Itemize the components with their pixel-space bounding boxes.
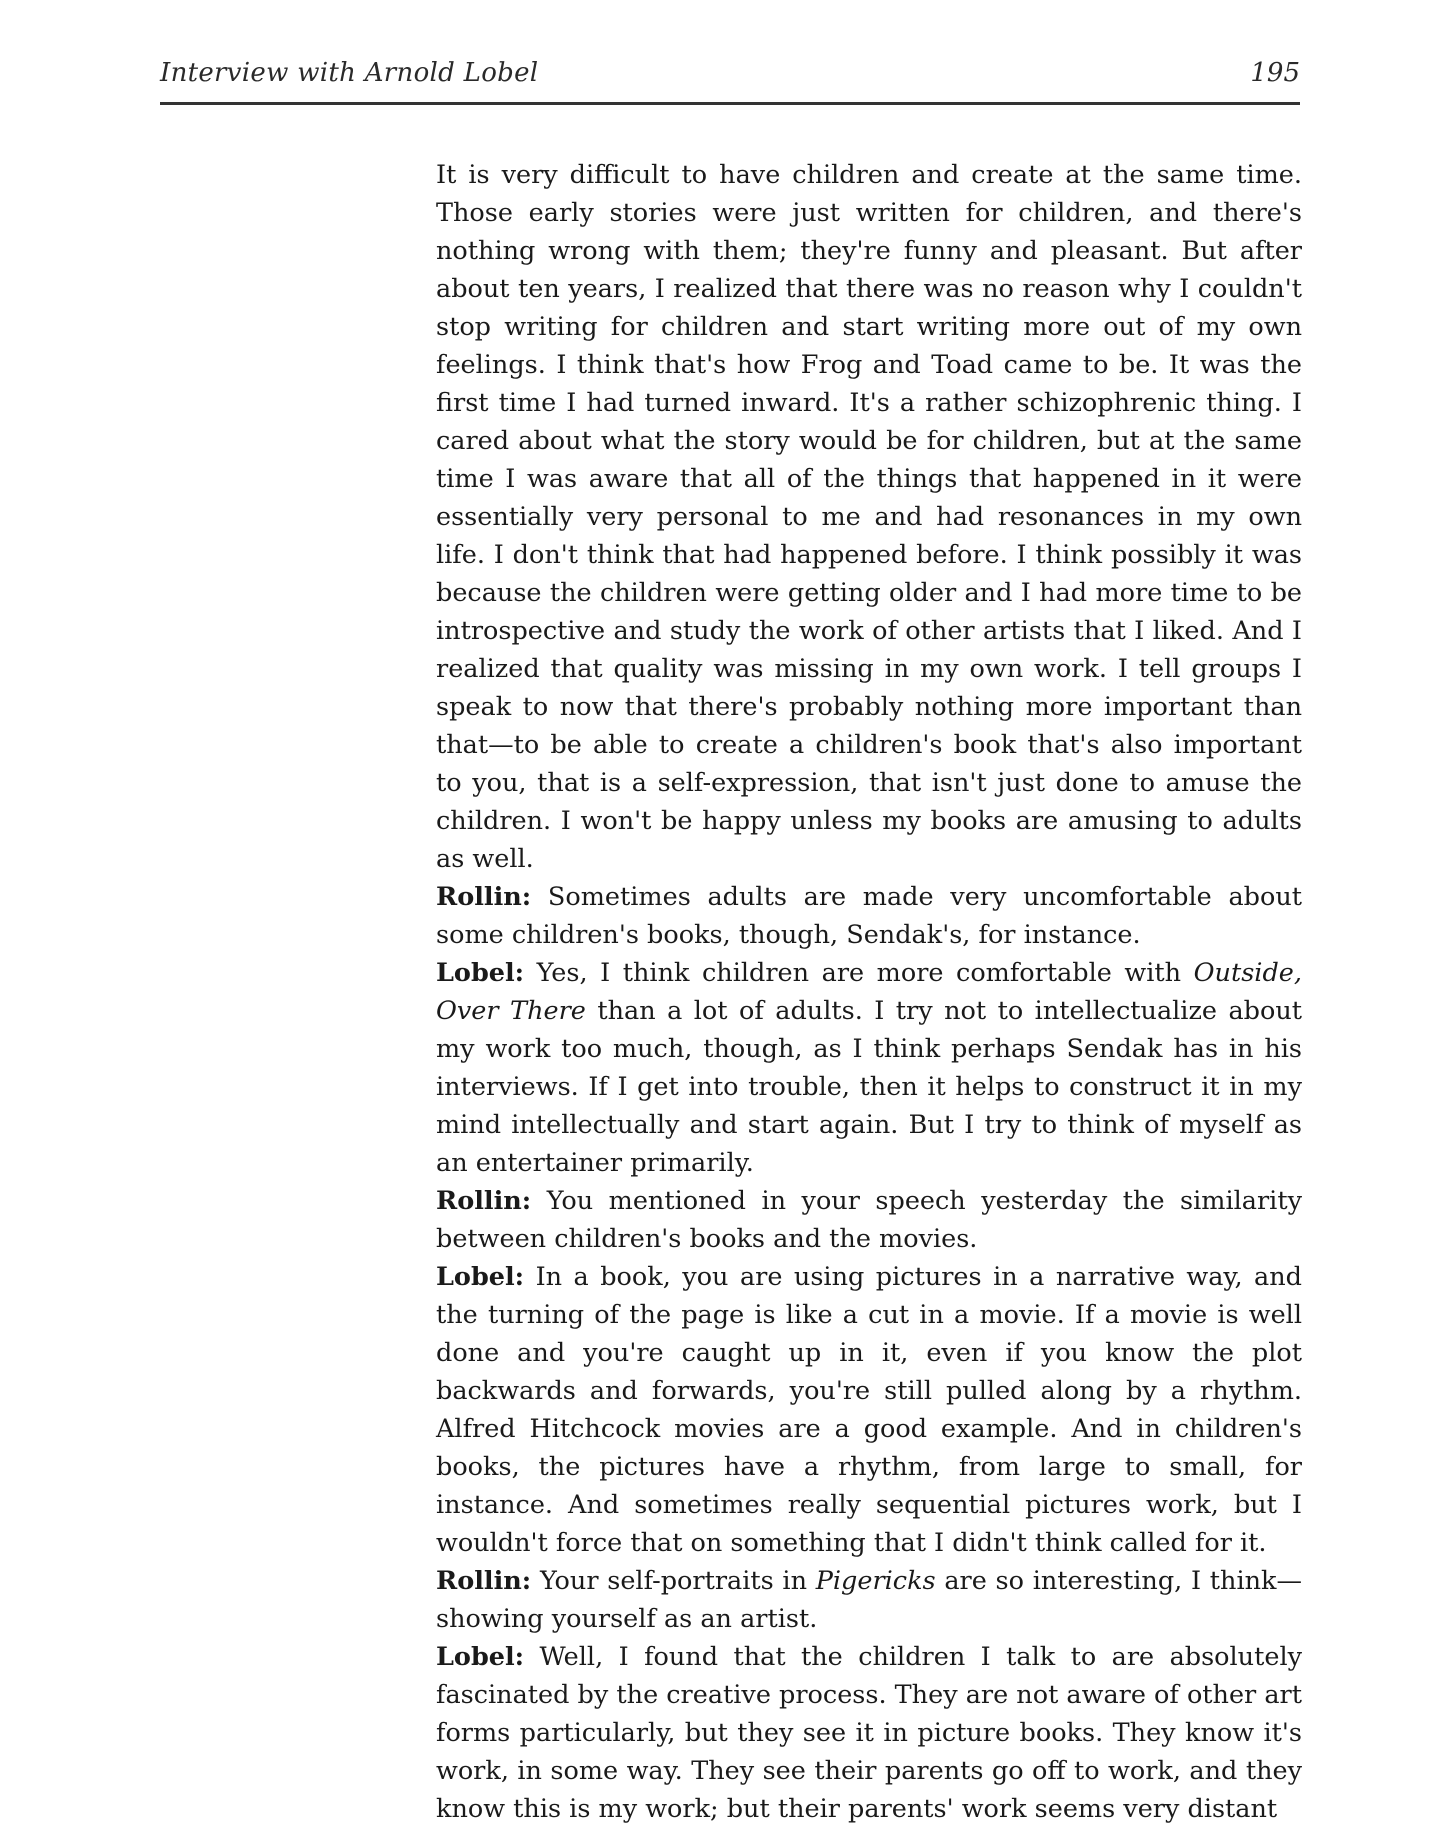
speaker-label: Rollin: [436, 1566, 532, 1596]
book-title: Outside, Over There [436, 958, 1302, 1026]
speaker-label: Rollin: [436, 1186, 532, 1216]
book-title: Pigericks [815, 1566, 936, 1596]
running-head [160, 58, 1300, 98]
paragraph-text: are so interesting, I think—showing yourself as an artist. [436, 1566, 1302, 1634]
interview-text [436, 156, 1302, 1828]
paragraph-text: It is very difficult to have children and create at the same time. Those early stories were just written for children, and there's nothing wrong with them; they're funny and pleasant. But after about ten years, I realized that there was no reason why I couldn't stop writing for children and start writing more out of my own feelings. I think that's how Frog and Toad came to be. It was the first time I had turned inward. It's a rather schizophrenic thing. I cared about what the story would be for children, but at the same time I was aware that all of the things that happened in it were essentially very personal to me and had resonances in my own life. I don't think that had happened before. I think possibly it was because the children were getting older and I had more time to be introspective and study the work of other artists that I liked. And I realized that quality was missing in my own work. I tell groups I speak to now that there's probably nothing more important than that—to be able to create a children's book that's also important to you, that is a self-expression, that isn't just done to amuse the children. I won't be happy unless my books are amusing to adults as well. [436, 160, 1302, 874]
running-title: Interview with Arnold Lobel [160, 58, 539, 88]
lobel-continued-answer [436, 156, 1302, 878]
lobel-answer-sendak [436, 954, 1302, 1182]
paragraph-text: than a lot of adults. I try not to intellectualize about my work too much, though, as I think perhaps Sendak has in his interviews. If I get into trouble, then it helps to construct it in my mind intellectually and start again. But I try to think of myself as an entertainer primarily. [436, 996, 1302, 1178]
paragraph-text: You mentioned in your speech yesterday the similarity between children's books and the movies. [436, 1186, 1302, 1254]
header-rule [160, 102, 1300, 105]
speaker-label: Lobel: [436, 1642, 525, 1672]
paragraph-text: In a book, you are using pictures in a narrative way, and the turning of the page is like a cut in a movie. If a movie is well done and you're caught up in it, even if you know the plot backwards and forwards, you're still pulled along by a rhythm. Alfred Hitchcock movies are a good example. And in children's books, the pictures have a rhythm, from large to small, for instance. And sometimes really sequential pictures work, but I wouldn't force that on something that I didn't think called for it. [436, 1262, 1302, 1558]
paragraph-text: Yes, I think children are more comfortable with [536, 958, 1182, 988]
paragraph-text: Sometimes adults are made very uncomfortable about some children's books, though, Sendak's, for instance. [436, 882, 1302, 950]
speaker-label: Lobel: [436, 1262, 525, 1292]
rollin-question-pigericks [436, 1562, 1302, 1638]
speaker-label: Rollin: [436, 882, 532, 912]
rollin-question-movies [436, 1182, 1302, 1258]
lobel-answer-creative-process [436, 1638, 1302, 1828]
rollin-question-sendak [436, 878, 1302, 954]
paragraph-text: Well, I found that the children I talk to are absolutely fascinated by the creative process. They are not aware of other art forms particularly, but they see it in picture books. They know it's work, in some way. They see their parents go off to work, and they know this is my work; but their parents' work seems very distant [436, 1642, 1303, 1824]
page-number: 195 [1250, 58, 1300, 88]
lobel-answer-movies [436, 1258, 1302, 1562]
paragraph-text: Your self-portraits in [539, 1566, 808, 1596]
speaker-label: Lobel: [436, 958, 525, 988]
